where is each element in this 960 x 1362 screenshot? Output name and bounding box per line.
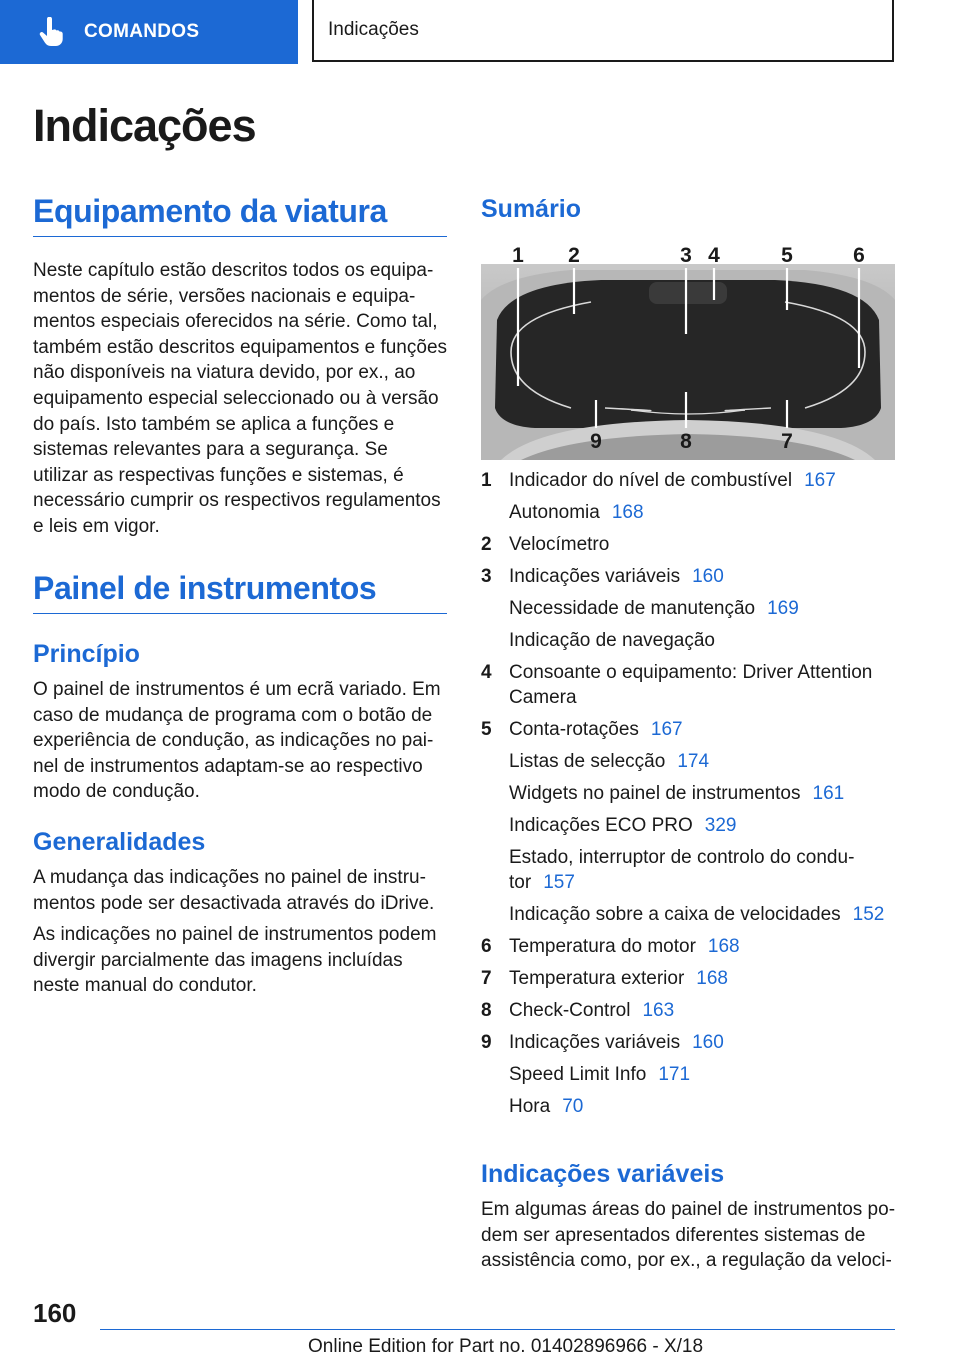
legend-number: 1: [481, 470, 492, 491]
page-reference-link[interactable]: 169: [767, 598, 799, 619]
page-number: 160: [33, 1298, 77, 1328]
diagram-label: 5: [781, 244, 793, 267]
legend-text: Indicações variáveis: [509, 1032, 681, 1053]
diagram-label: 2: [568, 244, 580, 267]
legend-text: Indicação de navegação: [509, 630, 715, 651]
page-reference-link[interactable]: 168: [696, 968, 728, 989]
legend-item: [481, 1062, 895, 1087]
legend-text: Temperatura exterior: [509, 968, 685, 989]
legend-item: [481, 902, 895, 927]
legend-text: Consoante o equipamento: Driver Attention Camera: [509, 662, 873, 708]
legend-number: [481, 813, 509, 838]
legend-text: Widgets no painel de instrumentos: [509, 783, 801, 804]
legend-item: [481, 468, 895, 493]
page-reference-link[interactable]: 168: [707, 936, 740, 957]
edition-text: Online Edition for Part no. 01402896966 - X/18: [308, 1336, 704, 1357]
legend-item: [481, 564, 895, 589]
legend-text: Hora: [509, 1096, 551, 1117]
diagram-label: 4: [708, 244, 720, 267]
legend-text: Listas de selecção: [509, 751, 666, 772]
paragraph-generalidades-2: As indicações no painel de instrumentos podem divergir parcialmente das imagens incluídas neste manual do condutor.: [33, 924, 437, 997]
legend-number: [481, 902, 509, 927]
legend-text: Necessidade de manutenção: [509, 598, 756, 619]
legend-number: [481, 500, 509, 525]
hand-pointer-icon: [38, 17, 64, 47]
diagram-label: 9: [590, 430, 602, 453]
heading-principio: Princípio: [33, 640, 140, 668]
legend-number: 9: [481, 1032, 492, 1053]
legend-number: [481, 596, 509, 621]
diagram-label: 1: [512, 244, 524, 267]
legend-number: [481, 749, 509, 774]
page-reference-link[interactable]: 160: [692, 1032, 724, 1053]
legend-number: [481, 1094, 509, 1119]
diagram-label: 3: [680, 244, 692, 267]
legend-text: Speed Limit Info: [509, 1064, 647, 1085]
legend-item: [481, 1094, 895, 1119]
heading-painel: Painel de instrumentos: [33, 570, 447, 614]
legend-item: [481, 596, 895, 621]
legend-number: [481, 781, 509, 806]
section-tab: [0, 0, 298, 64]
legend-item: [481, 717, 895, 742]
legend-item: [481, 500, 895, 525]
heading-sumario: Sumário: [481, 195, 582, 223]
paragraph-principio: O painel de instrumentos é um ecrã variado. Em caso de mudança de programa com o botão de experiência de condução, as indicações no painel de instrumentos adaptam-se ao respectivo modo de condução.: [33, 679, 441, 803]
page-reference-link[interactable]: 163: [642, 1000, 675, 1021]
legend-item: [481, 532, 895, 557]
legend-text: Indicação sobre a caixa de velocidades: [509, 904, 841, 925]
legend-number: [481, 845, 509, 895]
heading-variaveis: Indicações variáveis: [481, 1160, 725, 1188]
diagram-label: 7: [781, 430, 793, 453]
legend-text: Indicador do nível de combustível: [509, 470, 793, 491]
legend-item: [481, 966, 895, 991]
legend-number: [481, 1062, 509, 1087]
footer-divider: [100, 1329, 895, 1330]
page-reference-link[interactable]: 152: [852, 904, 885, 925]
legend-number: 3: [481, 566, 492, 587]
page-reference-link[interactable]: 160: [692, 566, 724, 587]
chapter-label: Indicações: [328, 19, 419, 40]
legend-number: 6: [481, 936, 492, 957]
legend-number: 7: [481, 968, 492, 989]
diagram-label: 8: [680, 430, 692, 453]
paragraph-generalidades-1: A mudança das indicações no painel de instrumentos pode ser desactivada através do iDrive.: [33, 867, 435, 914]
legend-item: [481, 998, 895, 1023]
legend-text: Estado, interruptor de controlo do condutor: [509, 847, 855, 893]
legend-text: Autonomia: [509, 502, 600, 523]
page-reference-link[interactable]: 167: [650, 719, 683, 740]
page-title: Indicações: [33, 100, 256, 151]
legend-text: Indicações variáveis: [509, 566, 681, 587]
legend-item: [481, 628, 895, 653]
page-reference-link[interactable]: 70: [562, 1096, 584, 1117]
page-reference-link[interactable]: 157: [543, 872, 575, 893]
legend-text: Check-Control: [509, 1000, 631, 1021]
legend-text: Velocímetro: [509, 534, 610, 555]
page-reference-link[interactable]: 161: [812, 783, 845, 804]
legend-text: Temperatura do motor: [509, 936, 696, 957]
legend-item: [481, 845, 895, 895]
chapter-tab: [312, 0, 894, 62]
heading-equipamento: Equipamento da viatura: [33, 193, 447, 237]
page-reference-link[interactable]: 329: [704, 815, 737, 836]
heading-generalidades: Generalidades: [33, 828, 206, 856]
paragraph-equipamento: Neste capítulo estão descritos todos os equipamentos de série, versões nacionais e equipamentos especiais oferecidos na série. Como tal, também estão descritos equipamentos e funções não disponíveis na viatura devido, por ex., ao equipamento especial seleccionado ou à versão do país. Isto também se aplica a funções e sistemas relevantes para a segurança. Se utilizar as respectivas funções e sistemas, é necessário cumprir os respectivos regulamentos e leis em vigor.: [33, 260, 448, 537]
legend-item: [481, 749, 895, 774]
legend-item: [481, 934, 895, 959]
legend-number: 8: [481, 1000, 492, 1021]
legend-number: 4: [481, 662, 492, 683]
legend-number: 2: [481, 534, 492, 555]
page-reference-link[interactable]: 174: [677, 751, 710, 772]
page-reference-link[interactable]: 168: [611, 502, 644, 523]
legend-text: Indicações ECO PRO: [509, 815, 693, 836]
legend-item: [481, 813, 895, 838]
page-reference-link[interactable]: 167: [804, 470, 836, 491]
legend-list: [481, 468, 895, 1126]
diagram-label: 6: [853, 244, 865, 267]
legend-number: [481, 628, 509, 653]
legend-number: 5: [481, 719, 492, 740]
page-reference-link[interactable]: 171: [658, 1064, 691, 1085]
legend-text: Conta-rotações: [509, 719, 639, 740]
legend-item: [481, 781, 895, 806]
paragraph-variaveis: Em algumas áreas do painel de instrumentos podem ser apresentados diferentes sistemas de assistência como, por ex., a regulação da veloci-: [481, 1199, 896, 1272]
instrument-cluster-diagram: [481, 240, 895, 460]
section-label: COMANDOS: [84, 21, 200, 42]
legend-item: [481, 660, 895, 710]
legend-item: [481, 1030, 895, 1055]
